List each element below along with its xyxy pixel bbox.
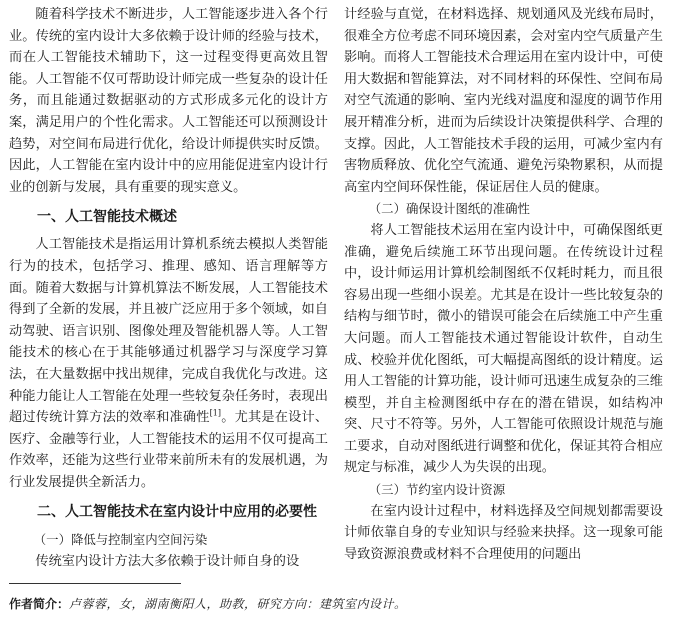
section-1-heading: 一、人工智能技术概述 bbox=[37, 209, 177, 226]
subsection-2-paragraph: 将人工智能技术运用在室内设计中，可确保图纸更准确，避免后续施工环节出现问题。在传统设计过程中，设计师运用计算机绘制图纸不仅耗时耗力，而且很容易出现一些细小误差。尤其是在设计一些比较复杂的结构与细节时，微小的错误可能会在后续施工中产生重大问题。而人工智能技术通过智能设计软件，自动生成、校验并优化图纸，可大幅提高图纸的设计精度。运用人工智能的计算功能，设计师可迅速生成复杂的三维模型，并自主检测图纸中存在的潜在错误，如结构冲突、尺寸不符等。另外，人工智能可依照设计规范与施工要求，自动对图纸进行调整和优化，保证其符合相应规定与标准，减少人为失误的出现。 bbox=[344, 222, 663, 476]
subsection-1-paragraph-continued: 计经验与直觉，在材料选择、规划通风及光线布局时，很难全方位考虑不同环境因素，会对室内空气质量产生影响。而将人工智能技术合理运用在室内设计中，可使用大数据和智能算法，对不同材料的环保性、空间布局对空气流通的影响、室内光线对温度和湿度的调节作用展开精准分析，进而为后续设计决策提供科学、合理的支撑。因此，人工智能技术手段的运用，可减少室内有害物质释放、优化空气流通、避免污染物累积，从而提高室内空间环保性能，保证居住人员的健康。 bbox=[344, 7, 663, 195]
footnote-divider bbox=[9, 583, 181, 584]
author-footnote bbox=[9, 595, 669, 613]
subsection-1-paragraph-start: 传统室内设计方法大多依赖于设计师自身的设 bbox=[35, 554, 300, 570]
subsection-3-paragraph: 在室内设计过程中，材料选择及空间规划都需要设计师依靠自身的专业知识与经验来抉择。这一现象可能导致资源浪费或材料不合理使用的问题出 bbox=[344, 503, 663, 562]
section-2-heading: 二、人工智能技术在室内设计中应用的必要性 bbox=[37, 504, 317, 521]
footnote-label: 作者简介： bbox=[9, 597, 70, 611]
citation-ref[interactable]: [1] bbox=[209, 408, 221, 418]
section-1-text-tail: 。尤其是在设计、医疗、金融等行业，人工智能技术的运用不仅可提高工作效率，还能为这些行业带来前所未有的发展机遇，为行业发展提供全新活力。 bbox=[9, 410, 329, 490]
subsection-2-heading: （二）确保设计图纸的准确性 bbox=[368, 201, 530, 217]
right-column bbox=[344, 4, 663, 565]
section-1-paragraph bbox=[9, 234, 328, 493]
footnote-text: 卢蓉蓉，女，湖南衡阳人，助教，研究方向：建筑室内设计。 bbox=[69, 597, 407, 611]
subsection-3-heading: （三）节约室内设计资源 bbox=[368, 482, 506, 498]
section-1-text: 人工智能技术是指运用计算机系统去模拟人类智能行为的技术，包括学习、推理、感知、语言理解等方面。随着大数据与计算机算法不断发展，人工智能技术得到了全新的发展，并且被广泛应用于多个领域，如自动驾驶、语言识别、图像处理及智能机器人等。人工智能技术的核心在于其能够通过机器学习与深度学习算法，在大量数据中找出规律，完成自我优化与改进。这种能力能让人工智能在处理一些较复杂任务时，表现出超过传统计算方法的效率和准确性 bbox=[9, 237, 328, 426]
left-column bbox=[9, 4, 328, 573]
intro-paragraph: 随着科学技术不断进步，人工智能逐步进入各个行业。传统的室内设计大多依赖于设计师的经验与技术，而在人工智能技术辅助下，这一过程变得更高效且智能。人工智能不仅可帮助设计师完成一些复杂的设计任务，而且能通过数据驱动的方式形成多元化的设计方案，满足用户的个性化需求。人工智能还可以预测设计趋势，对空间布局进行优化，给设计师提供实时反馈。因此，人工智能在室内设计中的应用能促进室内设计行业的创新与发展，具有重要的现实意义。 bbox=[9, 7, 328, 195]
subsection-1-heading: （一）降低与控制室内空间污染 bbox=[33, 532, 208, 548]
